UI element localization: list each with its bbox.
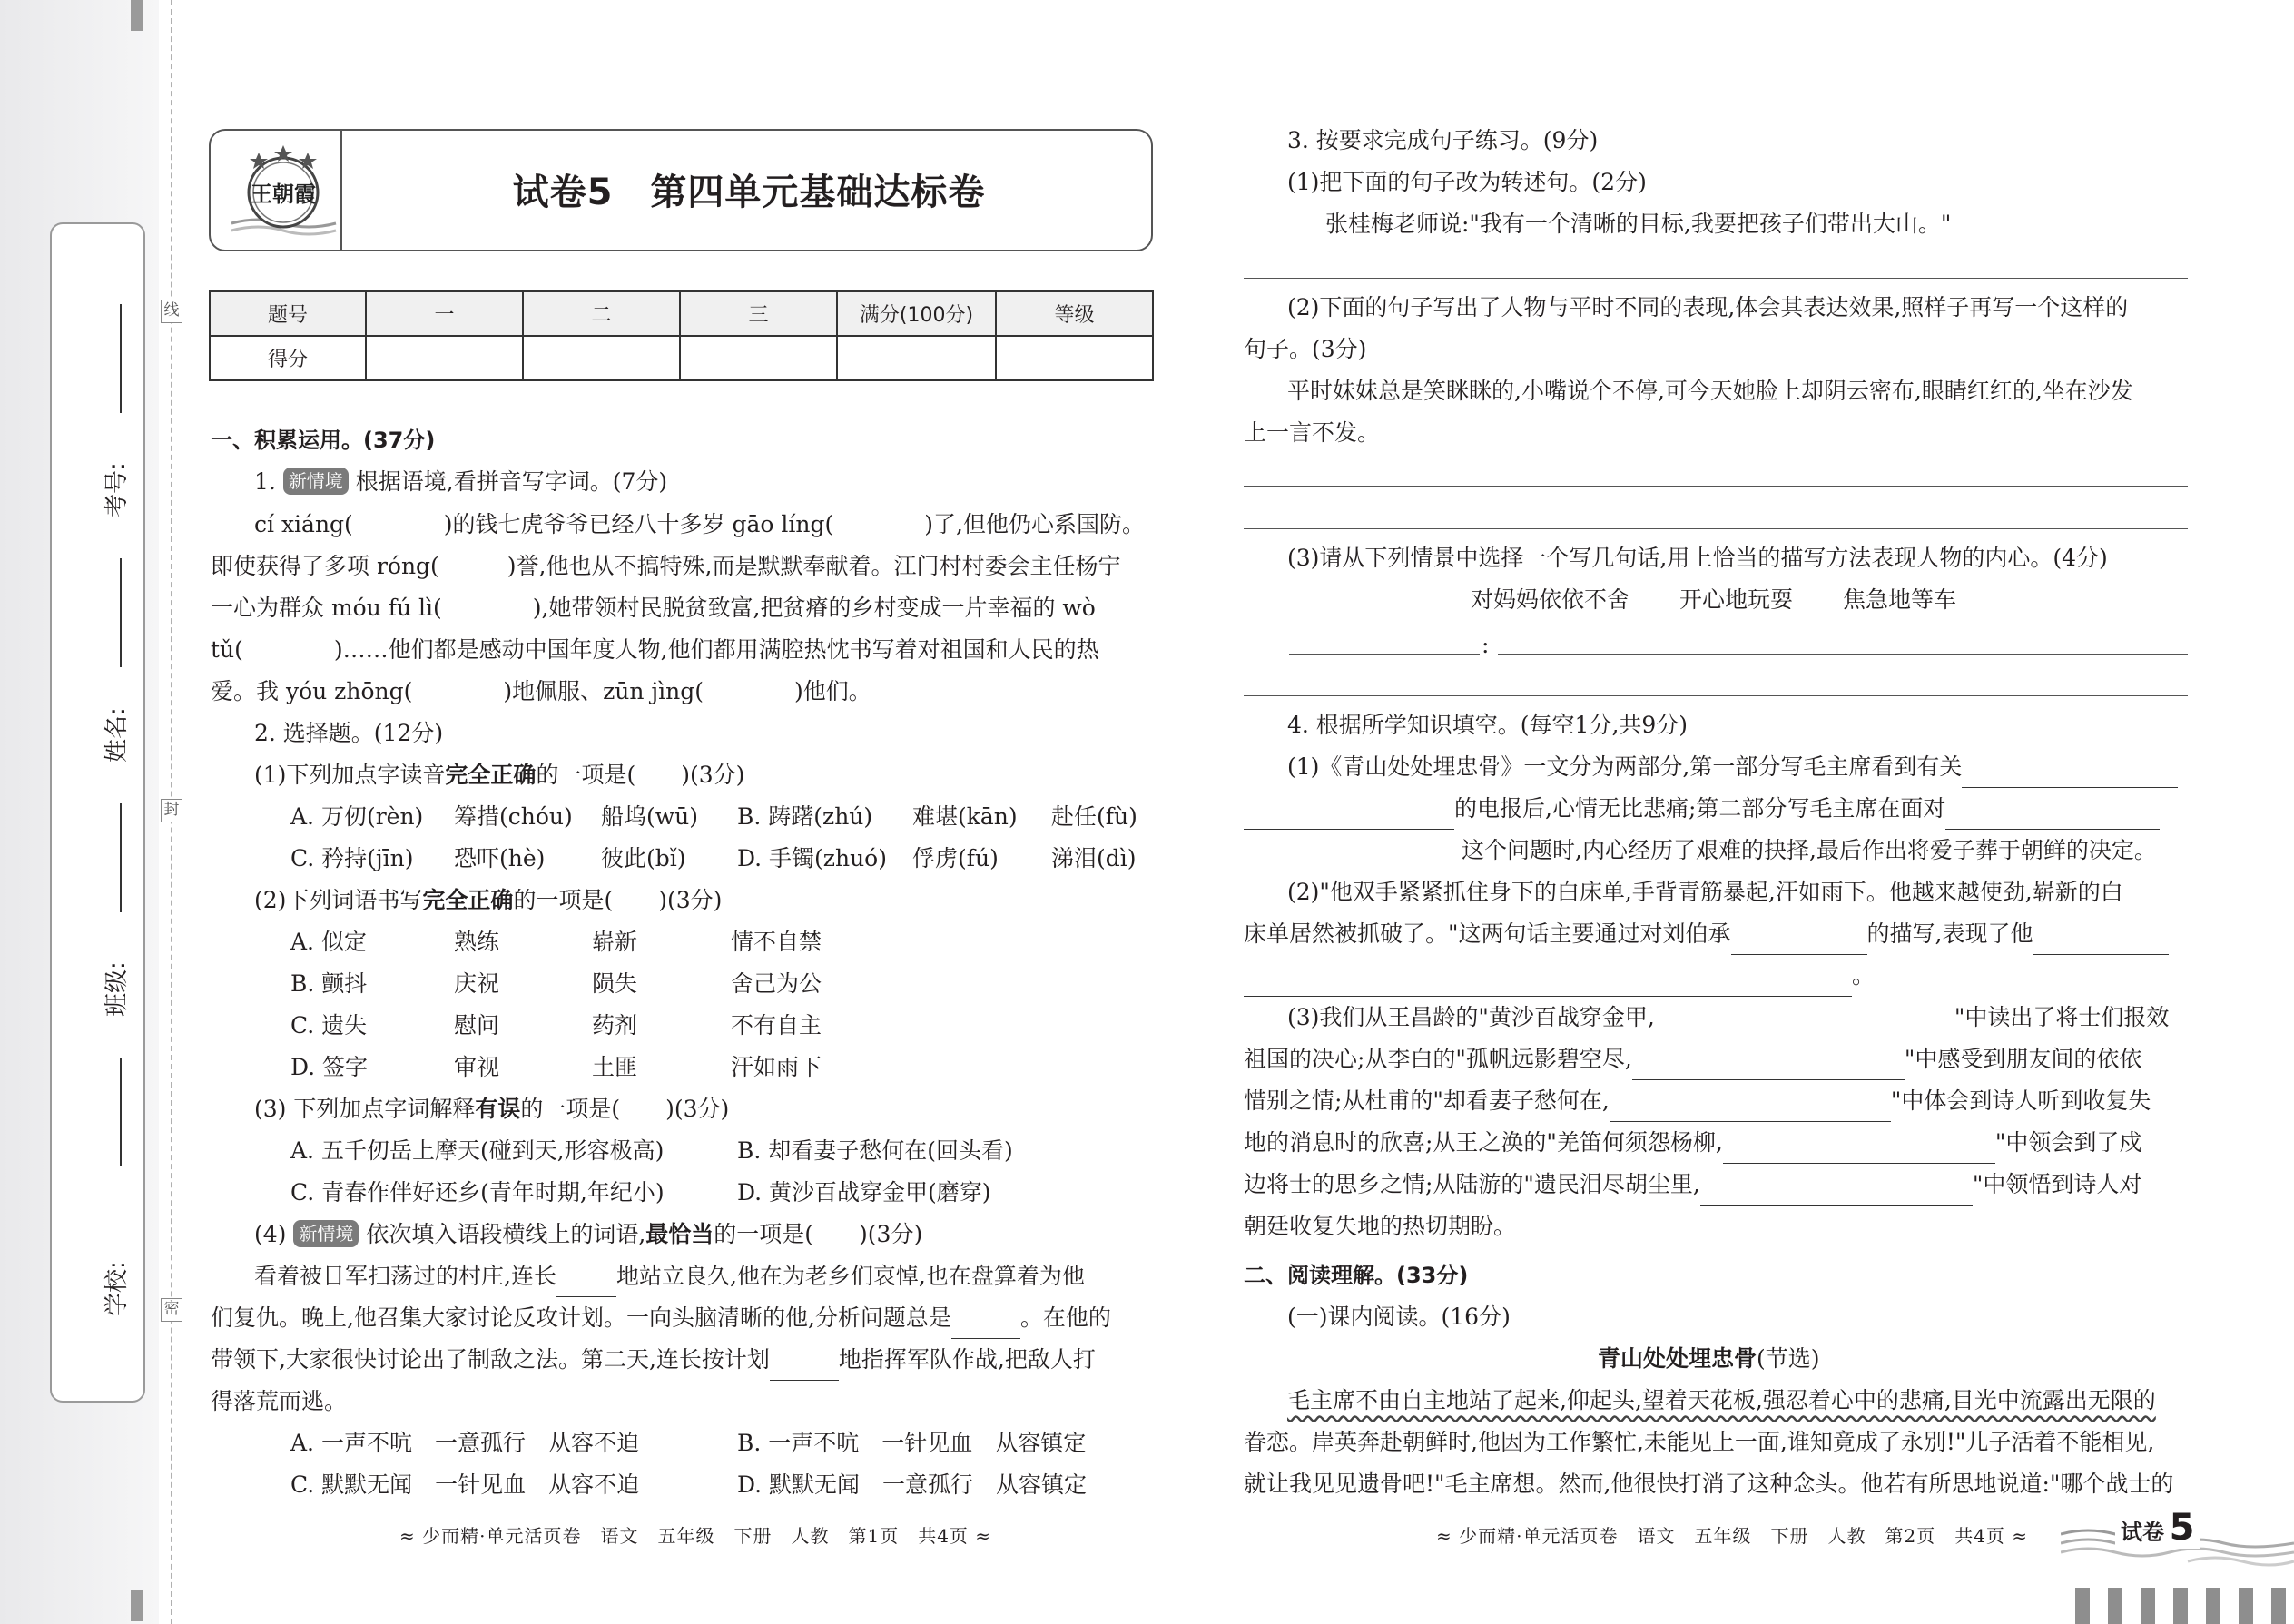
passage-line xyxy=(254,1255,1085,1297)
reading-text: 就让我见见遗骨吧!"毛主席想。然而,他很快打消了这种念头。他若有所思地说道:"哪个战士的 xyxy=(1244,1471,2174,1497)
field-label: 姓名: xyxy=(103,707,131,763)
fill-blank[interactable] xyxy=(951,1312,1020,1339)
exam-number-line[interactable] xyxy=(120,304,122,413)
table-cell: 得分 xyxy=(210,336,366,380)
option-word: 审视 xyxy=(454,1054,500,1080)
q4-1-line xyxy=(1287,746,2178,788)
q1-line: tǔ( )……他们都是感动中国年度人物,他们都用满腔热忱书写着对祖国和人民的热 xyxy=(211,636,1099,663)
q-text: 这个问题时,内心经历了艰难的抉择,最后作出将爱子葬于朝鲜的决定。 xyxy=(1462,837,2157,863)
new-context-badge: 新情境 xyxy=(283,468,349,495)
question-3-2: (2)下面的句子写出了人物与平时不同的表现,体会其表达效果,照样子再写一个这样的 xyxy=(1287,294,2129,320)
option-b[interactable]: B. 却看妻子愁何在(回头看) xyxy=(737,1137,1013,1164)
q4-3-line xyxy=(1287,997,2169,1038)
answer-line[interactable] xyxy=(1244,695,2188,696)
q1-line: 一心为群众 móu fú lì( ),她带领村民脱贫致富,把贫瘠的乡村变成一片幸福的 wò xyxy=(211,595,1096,621)
question-2-3 xyxy=(254,1088,729,1130)
fill-blank[interactable] xyxy=(1700,1178,1973,1206)
question-2-4 xyxy=(254,1214,922,1255)
margin-mark-line: 线 xyxy=(161,300,182,323)
edge-stripe xyxy=(2239,1588,2253,1624)
scenario-option[interactable]: 对妈妈依依不舍 xyxy=(1471,586,1630,613)
new-context-badge: 新情境 xyxy=(293,1220,359,1247)
option-word: 土匪 xyxy=(592,1054,638,1080)
answer-line[interactable] xyxy=(1244,528,2188,529)
q-text: (1)下列加点字读音 xyxy=(254,762,446,788)
score-input-total[interactable] xyxy=(837,336,996,380)
option-word: 不有自主 xyxy=(731,1012,822,1038)
passage-text: 地指挥军队作战,把敌人打 xyxy=(838,1346,1096,1373)
q4-1-line xyxy=(1244,830,2157,871)
option-a[interactable]: A. 五千仞岳上摩天(碰到天,形容极高) xyxy=(290,1137,665,1164)
passage-text: 带领下,大家很快讨论出了制敌之法。第二天,连长按计划 xyxy=(211,1346,770,1373)
fill-blank[interactable] xyxy=(1962,761,2178,788)
fill-blank[interactable] xyxy=(1632,1053,1905,1080)
table-cell: 三 xyxy=(680,291,837,336)
option-a[interactable]: A. 一声不吭 一意孤行 从容不迫 xyxy=(290,1430,639,1456)
q1-line: 爱。我 yóu zhōng( )地佩服、zūn jìng( )他们。 xyxy=(211,678,871,704)
option-b[interactable]: B. 踌躇(zhú) xyxy=(737,803,873,830)
option-word: 陨失 xyxy=(592,970,638,997)
margin-mark-seal: 封 xyxy=(161,799,182,822)
edge-stripe xyxy=(2075,1588,2090,1624)
margin-mark-secret: 密 xyxy=(161,1298,182,1322)
edge-stripe xyxy=(2271,1588,2286,1624)
q-text: "中读出了将士们报效 xyxy=(1954,1004,2170,1030)
page-footer-right: ≈ 少而精·单元活页卷 语文 五年级 下册 人教 第2页 共4页 ≈ xyxy=(1436,1525,2029,1547)
q-text: 。 xyxy=(1852,962,1876,989)
q-number: (4) xyxy=(254,1221,287,1247)
answer-line[interactable] xyxy=(1498,654,2188,655)
page-title: 试卷5 第四单元基础达标卷 xyxy=(512,172,986,213)
edge-stripe xyxy=(2141,1588,2155,1624)
option-b[interactable]: B. 颤抖 xyxy=(290,970,368,997)
reading-text: 毛主席不由自主地站了起来,仰起头,望着天花板,强忍着心中的悲痛,目光中流露出无限的 xyxy=(1287,1387,2156,1413)
passage-line xyxy=(211,1339,1096,1381)
fill-blank[interactable] xyxy=(1244,844,1462,871)
fill-blank[interactable] xyxy=(1945,802,2160,830)
option-a[interactable]: A. 万仞(rèn) xyxy=(290,803,424,830)
field-label: 学校: xyxy=(103,1261,131,1316)
question-3: 3. 按要求完成句子练习。(9分) xyxy=(1287,127,1599,153)
score-input-3[interactable] xyxy=(680,336,837,380)
q-text: "中体会到诗人听到收复失 xyxy=(1890,1088,2151,1114)
table-cell: 题号 xyxy=(210,291,366,336)
option-word: 药剂 xyxy=(592,1012,638,1038)
option-word: 庆祝 xyxy=(454,970,500,997)
scenario-option[interactable]: 开心地玩耍 xyxy=(1679,586,1794,613)
option-word: 难堪(kān) xyxy=(912,803,1018,830)
q1-line: 即使获得了多项 róng( )誉,他也从不搞特殊,而是默默奉献着。江门村村委会主任杨宁 xyxy=(211,553,1121,579)
grade-input[interactable] xyxy=(996,336,1153,380)
section-2-heading: 二、阅读理解。(33分) xyxy=(1244,1263,1469,1288)
reading-part-1: (一)课内阅读。(16分) xyxy=(1287,1304,1511,1330)
option-word: 熟练 xyxy=(454,929,500,955)
option-word: 俘虏(fú) xyxy=(912,845,999,871)
question-2-1 xyxy=(254,754,744,796)
q3-2-example-cont: 上一言不发。 xyxy=(1244,419,1381,446)
binding-tab-top xyxy=(131,0,143,31)
field-label: 班级: xyxy=(103,961,131,1017)
table-cell: 满分(100分) xyxy=(837,291,996,336)
option-word: 船坞(wū) xyxy=(601,803,699,830)
reading-title xyxy=(1598,1338,1820,1380)
q4-3-line xyxy=(1244,1080,2151,1122)
publisher-logo xyxy=(222,136,345,243)
q1-line: cí xiáng( )的钱七虎爷爷已经八十多岁 gāo líng( )了,但他仍心系国防。 xyxy=(254,511,1145,537)
q-text: 的一项是( )(3分) xyxy=(513,887,723,913)
field-class xyxy=(54,799,145,1017)
reading-line xyxy=(1244,1422,2188,1463)
page-footer-left: ≈ 少而精·单元活页卷 语文 五年级 下册 人教 第1页 共4页 ≈ xyxy=(399,1525,992,1547)
answer-line[interactable] xyxy=(1244,278,2188,279)
question-2-2 xyxy=(254,880,722,921)
name-line[interactable] xyxy=(120,558,122,667)
edge-stripe xyxy=(2206,1588,2220,1624)
q-text: (2)下列词语书写 xyxy=(254,887,423,913)
passage-text: 们复仇。晚上,他召集大家讨论反攻计划。一向头脑清晰的他,分析问题总是 xyxy=(211,1304,951,1331)
question-1 xyxy=(254,461,667,503)
table-cell: 等级 xyxy=(996,291,1153,336)
q-text: 边将士的思乡之情;从陆游的"遗民泪尽胡尘里, xyxy=(1244,1171,1700,1197)
logo-text: 王朝霞 xyxy=(251,181,316,207)
q4-2-line xyxy=(1244,913,2169,955)
option-word: 舍己为公 xyxy=(731,970,822,997)
option-d[interactable]: D. 黄沙百战穿金甲(磨穿) xyxy=(737,1179,991,1206)
passage-text: 看着被日军扫荡过的村庄,连长 xyxy=(254,1263,556,1289)
q3-2-example: 平时妹妹总是笑眯眯的,小嘴说个不停,可今天她脸上却阴云密布,眼睛红红的,坐在沙发 xyxy=(1287,378,2133,404)
question-4: 4. 根据所学知识填空。(每空1分,共9分) xyxy=(1287,712,1689,738)
score-input-1[interactable] xyxy=(366,336,523,380)
q4-3-line: 朝廷收复失地的热切期盼。 xyxy=(1244,1213,1517,1239)
option-word: 彼此(bǐ) xyxy=(601,845,686,871)
fill-blank[interactable] xyxy=(1244,802,1454,830)
q-text: (3)我们从王昌龄的"黄沙百战穿金甲, xyxy=(1287,1004,1655,1030)
q-text: "中领悟到诗人对 xyxy=(1972,1171,2142,1197)
option-d[interactable]: D. 签字 xyxy=(290,1054,369,1080)
score-table xyxy=(209,290,1154,381)
q-emphasis: 完全正确 xyxy=(422,887,514,913)
score-input-2[interactable] xyxy=(523,336,680,380)
option-word: 情不自禁 xyxy=(731,929,822,955)
q-text: 床单居然被抓破了。"这两句话主要通过对刘伯承 xyxy=(1244,920,1731,947)
q4-1-line xyxy=(1244,788,2160,830)
q-emphasis: 最恰当 xyxy=(645,1221,714,1247)
fill-blank[interactable] xyxy=(1655,1011,1954,1038)
q-text: (3) 下列加点字词解释 xyxy=(254,1096,476,1122)
option-word: 崭新 xyxy=(592,929,638,955)
class-line[interactable] xyxy=(120,803,122,912)
q-text: 地的消息时的欣喜;从王之涣的"羌笛何须怨杨柳, xyxy=(1244,1129,1723,1156)
field-exam-number xyxy=(54,300,145,517)
table-cell: 一 xyxy=(366,291,523,336)
badge-label: 试卷 xyxy=(2121,1520,2164,1545)
question-2: 2. 选择题。(12分) xyxy=(254,720,444,746)
q4-3-line xyxy=(1244,1038,2141,1080)
option-word: 赴任(fù) xyxy=(1051,803,1137,830)
question-3-1: (1)把下面的句子改为转述句。(2分) xyxy=(1287,169,1647,195)
option-word: 筹措(chóu) xyxy=(454,803,573,830)
fill-blank[interactable] xyxy=(1244,969,1852,997)
option-a[interactable]: A. 似定 xyxy=(290,929,367,955)
q1-text: 根据语境,看拼音写字词。(7分) xyxy=(355,468,668,495)
fill-blank[interactable] xyxy=(1723,1137,1995,1164)
question-3-3: (3)请从下列情景中选择一个写几句话,用上恰当的描写方法表现人物的内心。(4分) xyxy=(1287,545,2108,571)
binding-margin xyxy=(0,0,182,1624)
field-name xyxy=(54,554,145,763)
fill-blank[interactable] xyxy=(1731,928,1867,955)
option-c[interactable]: C. 默默无闻 一针见血 从容不迫 xyxy=(290,1471,640,1498)
option-word: 涕泪(dì) xyxy=(1051,845,1137,871)
binding-tab-bottom xyxy=(131,1590,143,1621)
q4-2-line xyxy=(1244,955,1875,997)
option-c[interactable]: C. 矜持(jīn) xyxy=(290,845,414,871)
passage-line: 得落荒而逃。 xyxy=(211,1388,348,1414)
q-text: 惜别之情;从杜甫的"却看妻子愁何在, xyxy=(1244,1088,1610,1114)
scenario-option[interactable]: 焦急地等车 xyxy=(1843,586,1957,613)
passage-line xyxy=(211,1297,1111,1339)
reading-line xyxy=(1287,1380,2188,1422)
table-cell: 二 xyxy=(523,291,680,336)
colon: : xyxy=(1482,632,1490,658)
reading-title-text: 青山处处埋忠骨 xyxy=(1598,1345,1757,1372)
option-d[interactable]: D. 手镯(zhuó) xyxy=(737,845,887,871)
answer-line[interactable] xyxy=(1244,486,2188,487)
reading-text: 眷恋。岸英奔赴朝鲜时,他因为工作繁忙,未能见上一面,谁知竟成了永别!"儿子活着不能相见, xyxy=(1244,1429,2155,1455)
q-emphasis: 完全正确 xyxy=(445,762,537,788)
fill-blank[interactable] xyxy=(2033,928,2169,955)
q-text: 的一项是( )(3分) xyxy=(536,762,745,788)
question-3-2-cont: 句子。(3分) xyxy=(1244,336,1367,362)
option-c[interactable]: C. 青春作伴好还乡(青年时期,年纪小) xyxy=(290,1179,665,1206)
edge-stripe xyxy=(2173,1588,2188,1624)
edge-stripe xyxy=(2108,1588,2122,1624)
section-1-heading: 一、积累运用。(37分) xyxy=(211,428,436,453)
reading-title-note: (节选) xyxy=(1757,1345,1820,1372)
option-b[interactable]: B. 一声不吭 一针见血 从容镇定 xyxy=(737,1430,1087,1456)
q4-2-line: (2)"他双手紧紧抓住身下的白床单,手背青筋暴起,汗如雨下。他越来越使劲,崭新的白 xyxy=(1287,879,2123,905)
badge-number: 5 xyxy=(2169,1507,2195,1549)
table-row xyxy=(210,291,1153,336)
option-word: 恐吓(hè) xyxy=(454,845,546,871)
q3-1-sentence: 张桂梅老师说:"我有一个清晰的目标,我要把孩子们带出大山。" xyxy=(1325,211,1952,237)
fill-blank[interactable] xyxy=(1610,1095,1891,1122)
q1-number: 1. xyxy=(254,468,276,495)
q-emphasis: 有误 xyxy=(475,1096,521,1122)
reading-line xyxy=(1244,1463,2188,1505)
scenario-blank[interactable] xyxy=(1289,654,1480,655)
school-line[interactable] xyxy=(120,1058,122,1166)
q4-3-line xyxy=(1244,1122,2141,1164)
q-text: 依次填入语段横线上的词语, xyxy=(366,1221,646,1247)
q-text: "中领会到了戍 xyxy=(1994,1129,2142,1156)
fill-blank[interactable] xyxy=(770,1353,839,1381)
table-row xyxy=(210,336,1153,380)
q4-3-line xyxy=(1244,1164,2141,1206)
option-c[interactable]: C. 遗失 xyxy=(290,1012,368,1038)
passage-text: 。在他的 xyxy=(1019,1304,1111,1331)
option-word: 慰问 xyxy=(454,1012,500,1038)
field-label: 考号: xyxy=(103,462,131,517)
q-text: 的一项是( )(3分) xyxy=(520,1096,730,1122)
passage-text: 地站立良久,他在为老乡们哀悼,也在盘算着为他 xyxy=(615,1263,1085,1289)
q-text: (1)《青山处处埋忠骨》一文分为两部分,第一部分写毛主席看到有关 xyxy=(1287,753,1963,780)
fill-blank[interactable] xyxy=(556,1270,616,1297)
option-d[interactable]: D. 默默无闻 一意孤行 从容镇定 xyxy=(737,1471,1088,1498)
q-text: "中感受到朋友间的依依 xyxy=(1904,1046,2142,1072)
option-word: 汗如雨下 xyxy=(731,1054,822,1080)
field-school xyxy=(54,1053,145,1316)
q-text: 的描写,表现了他 xyxy=(1866,920,2033,947)
q-text: 的一项是( )(3分) xyxy=(714,1221,923,1247)
q-text: 的电报后,心情无比悲痛;第二部分写毛主席在面对 xyxy=(1454,795,1946,822)
paper-number-badge xyxy=(2115,1507,2200,1549)
q-text: 祖国的决心;从李白的"孤帆远影碧空尽, xyxy=(1244,1046,1632,1072)
